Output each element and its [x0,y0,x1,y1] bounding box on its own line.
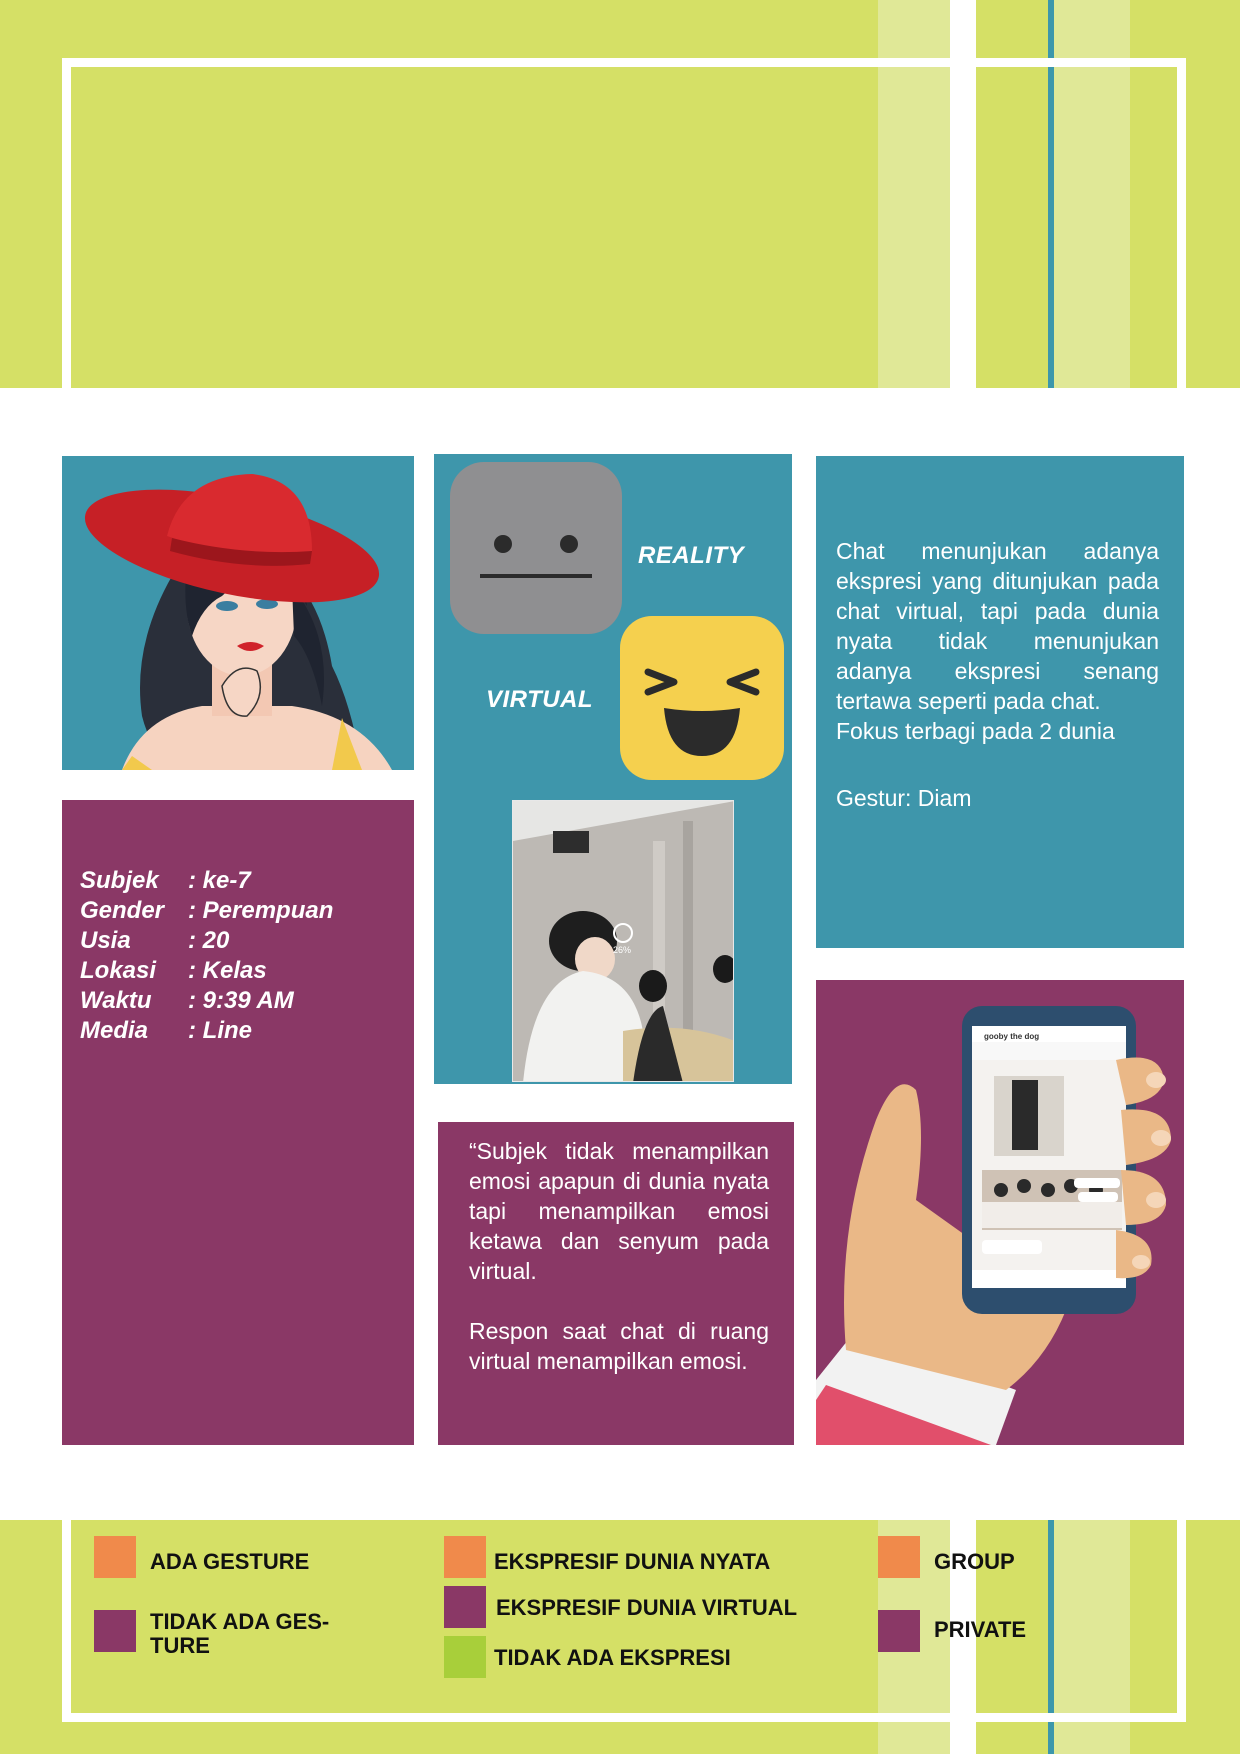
header-band [0,0,1240,388]
legend-swatch-orange [94,1536,136,1578]
legend-label: EKSPRESIF DUNIA VIRTUAL [496,1595,798,1620]
quote-paragraph: Respon saat chat di ruang virtual menampilkan emosi. [469,1318,769,1374]
phone-chat-title: gooby the dog [984,1032,1040,1041]
info-value: : 20 [188,927,230,954]
legend-item-ekspresif-dunia-nyata [444,1536,770,1578]
info-row-waktu [80,986,333,1016]
phone-panel [816,980,1184,1445]
info-row-lokasi [80,956,333,986]
description-text [836,536,1159,813]
description-gesture: Gestur: Diam [836,785,972,811]
legend-item-group [878,1536,1015,1578]
legend-swatch-purple [878,1610,920,1652]
info-key: Gender [80,897,165,924]
laughing-face-icon [620,616,784,780]
header-frame [62,58,1186,388]
legend-label: TIDAK ADA EKSPRESI [494,1645,731,1670]
info-key: Waktu [80,987,152,1014]
description-focus: Fokus terbagi pada 2 dunia [836,718,1115,744]
legend-swatch-orange [444,1536,486,1578]
legend-item-ekspresif-dunia-virtual [444,1586,797,1628]
info-row-subjek [80,866,333,896]
info-row-usia [80,926,333,956]
portrait-panel [62,456,414,770]
info-row-media [80,1016,333,1046]
quote-paragraph: “Subjek tidak menampilkan emosi apapun di dunia nyata tapi menampilkan emosi ketawa dan senyum pada virtual. [469,1138,769,1284]
legend-label: EKSPRESIF DUNIA NYATA [494,1549,771,1574]
info-key: Usia [80,927,131,954]
info-value: : ke-7 [188,867,251,894]
info-key: Lokasi [80,957,157,984]
legend-label: PRIVATE [934,1617,1027,1642]
legend-item-tidak-ada-gesture [94,1610,350,1658]
quote-text [469,1136,769,1376]
info-value: : Kelas [188,957,267,984]
neutral-face-icon [450,462,622,634]
reality-label: REALITY [638,542,745,569]
legend-label: TIDAK ADA GES- TURE [150,1609,330,1658]
legend-item-ada-gesture [94,1536,309,1578]
description-paragraph: Chat menunjukan adanya ekspresi yang ditunjukan pada chat virtual, tapi pada dunia nyata tidak menunjukan adanya ekspresi senang tertawa seperti pada chat. [836,538,1159,714]
woman-in-hat-illustration [62,456,414,770]
info-key: Subjek [80,867,159,894]
info-value: : 9:39 AM [188,987,294,1014]
legend-item-tidak-ada-ekspresi [444,1636,731,1678]
classroom-photo [512,800,734,1082]
legend-swatch-green [444,1636,486,1678]
hand-holding-phone-illustration [816,980,1184,1445]
legend-item-private [878,1610,1026,1652]
legend-label: ADA GESTURE [150,1549,310,1574]
info-value: : Line [188,1017,252,1044]
photo-overlay-percent: 26% [613,945,632,955]
info-key: Media [80,1017,149,1044]
legend-swatch-purple [94,1610,136,1652]
virtual-label: VIRTUAL [486,686,594,713]
info-value: : Perempuan [188,897,334,924]
subject-info-table [80,866,333,1046]
info-row-gender [80,896,333,926]
legend-label: GROUP [934,1549,1015,1574]
legend-swatch-orange [878,1536,920,1578]
legend-swatch-purple [444,1586,486,1628]
